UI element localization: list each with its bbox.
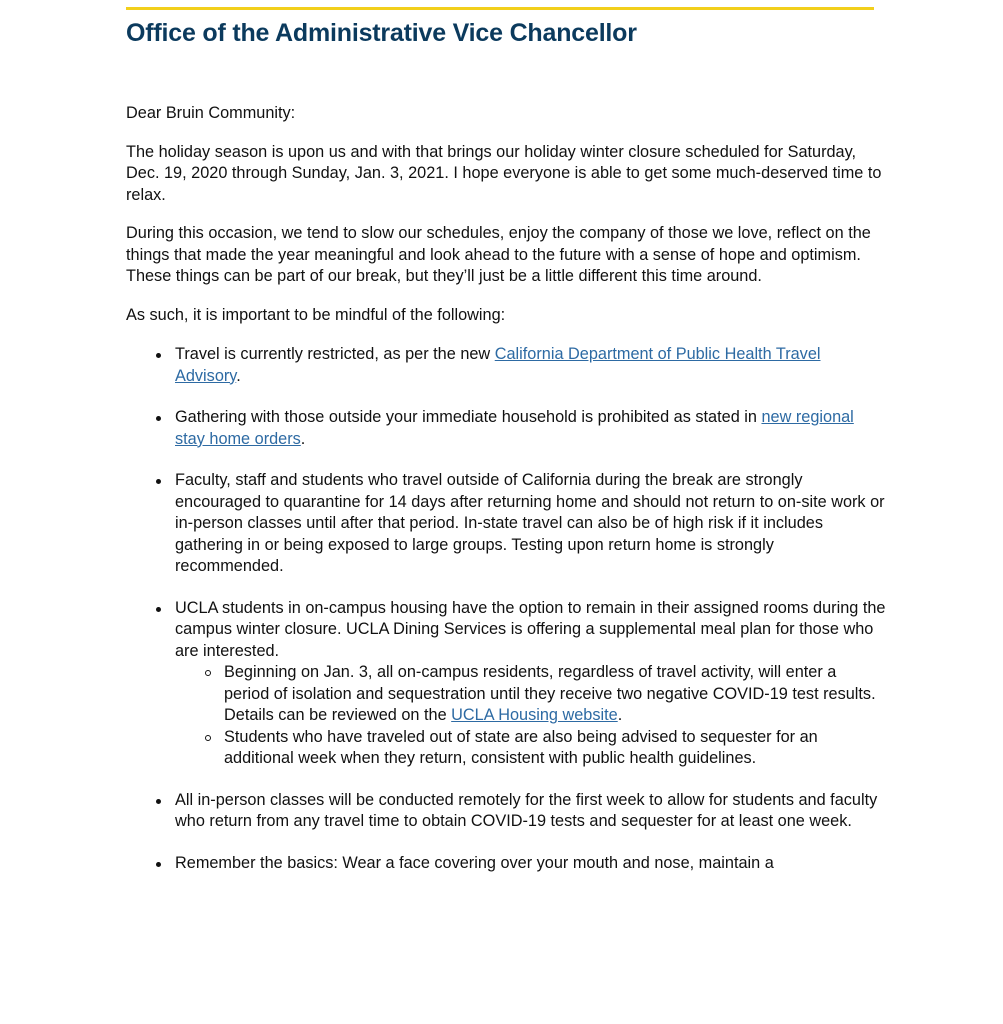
paragraph-mindful: As such, it is important to be mindful of the following: <box>126 305 506 324</box>
list-item-housing: UCLA students in on-campus housing have the option to remain in their assigned rooms during the campus winter closure. UCLA Dining Services is offering a supplemental meal plan for those who are interested. Beginning on Jan. 3, all on-campus residents, regardless of travel activity, will enter a period of isolation and sequestration until they receive two negative COVID-19 test results. Details can be reviewed on the UCLA Housing website. Students who have traveled out of state are also being advised to sequester for an additional week when they return, consistent with public health guidelines. <box>126 598 886 770</box>
list-item-quarantine: Faculty, staff and students who travel outside of California during the break are strongly encouraged to quarantine for 14 days after returning home and should not return to on-site work or in-person classes until after that period. In-state travel can also be of high risk if it includes gathering in or being exposed to large groups. Testing upon return home is strongly recommended. <box>126 470 886 578</box>
salutation: Dear Bruin Community: <box>126 104 296 122</box>
paragraph-occasion: During this occasion, we tend to slow our schedules, enjoy the company of those we love, reflect on the things that made the year meaningful and look ahead to the future with a sense of hope and optimism. These things can be part of our break, but they’ll just be a little different this time around. <box>126 224 871 285</box>
sublist-item-isolation: Beginning on Jan. 3, all on-campus residents, regardless of travel activity, will enter a period of isolation and sequestration until they receive two negative COVID-19 test results. Details can be reviewed on the UCLA Housing website. <box>175 662 886 727</box>
page-title: Office of the Administrative Vice Chancellor <box>126 19 637 47</box>
letter-body <box>126 103 886 894</box>
housing-sublist <box>175 662 886 770</box>
guidance-list <box>126 344 886 874</box>
sublist-item-sequester: Students who have traveled out of state are also being advised to sequester for an additional week when they return, consistent with public health guidelines. <box>175 727 886 770</box>
paragraph-intro: The holiday season is upon us and with that brings our holiday winter closure scheduled for Saturday, Dec. 19, 2020 through Sunday, Jan. 3, 2021. I hope everyone is able to get some much-deserved time to relax. <box>126 142 882 204</box>
cdph-travel-advisory-link[interactable]: California Department of Public Health Travel Advisory <box>175 345 821 385</box>
ucla-housing-link[interactable]: UCLA Housing website <box>451 706 618 724</box>
list-item-travel-restricted: Travel is currently restricted, as per the new California Department of Public Health Travel Advisory. <box>126 344 886 387</box>
header-accent-rule <box>126 7 874 10</box>
list-item-basics: Remember the basics: Wear a face covering over your mouth and nose, maintain a <box>126 853 886 875</box>
list-item-remote-classes: All in-person classes will be conducted remotely for the first week to allow for students and faculty who return from any travel time to obtain COVID-19 tests and sequester for at least one week. <box>126 790 886 833</box>
list-item-gathering: Gathering with those outside your immediate household is prohibited as stated in new regional stay home orders. <box>126 407 886 450</box>
stay-home-orders-link[interactable]: new regional stay home orders <box>175 408 854 448</box>
